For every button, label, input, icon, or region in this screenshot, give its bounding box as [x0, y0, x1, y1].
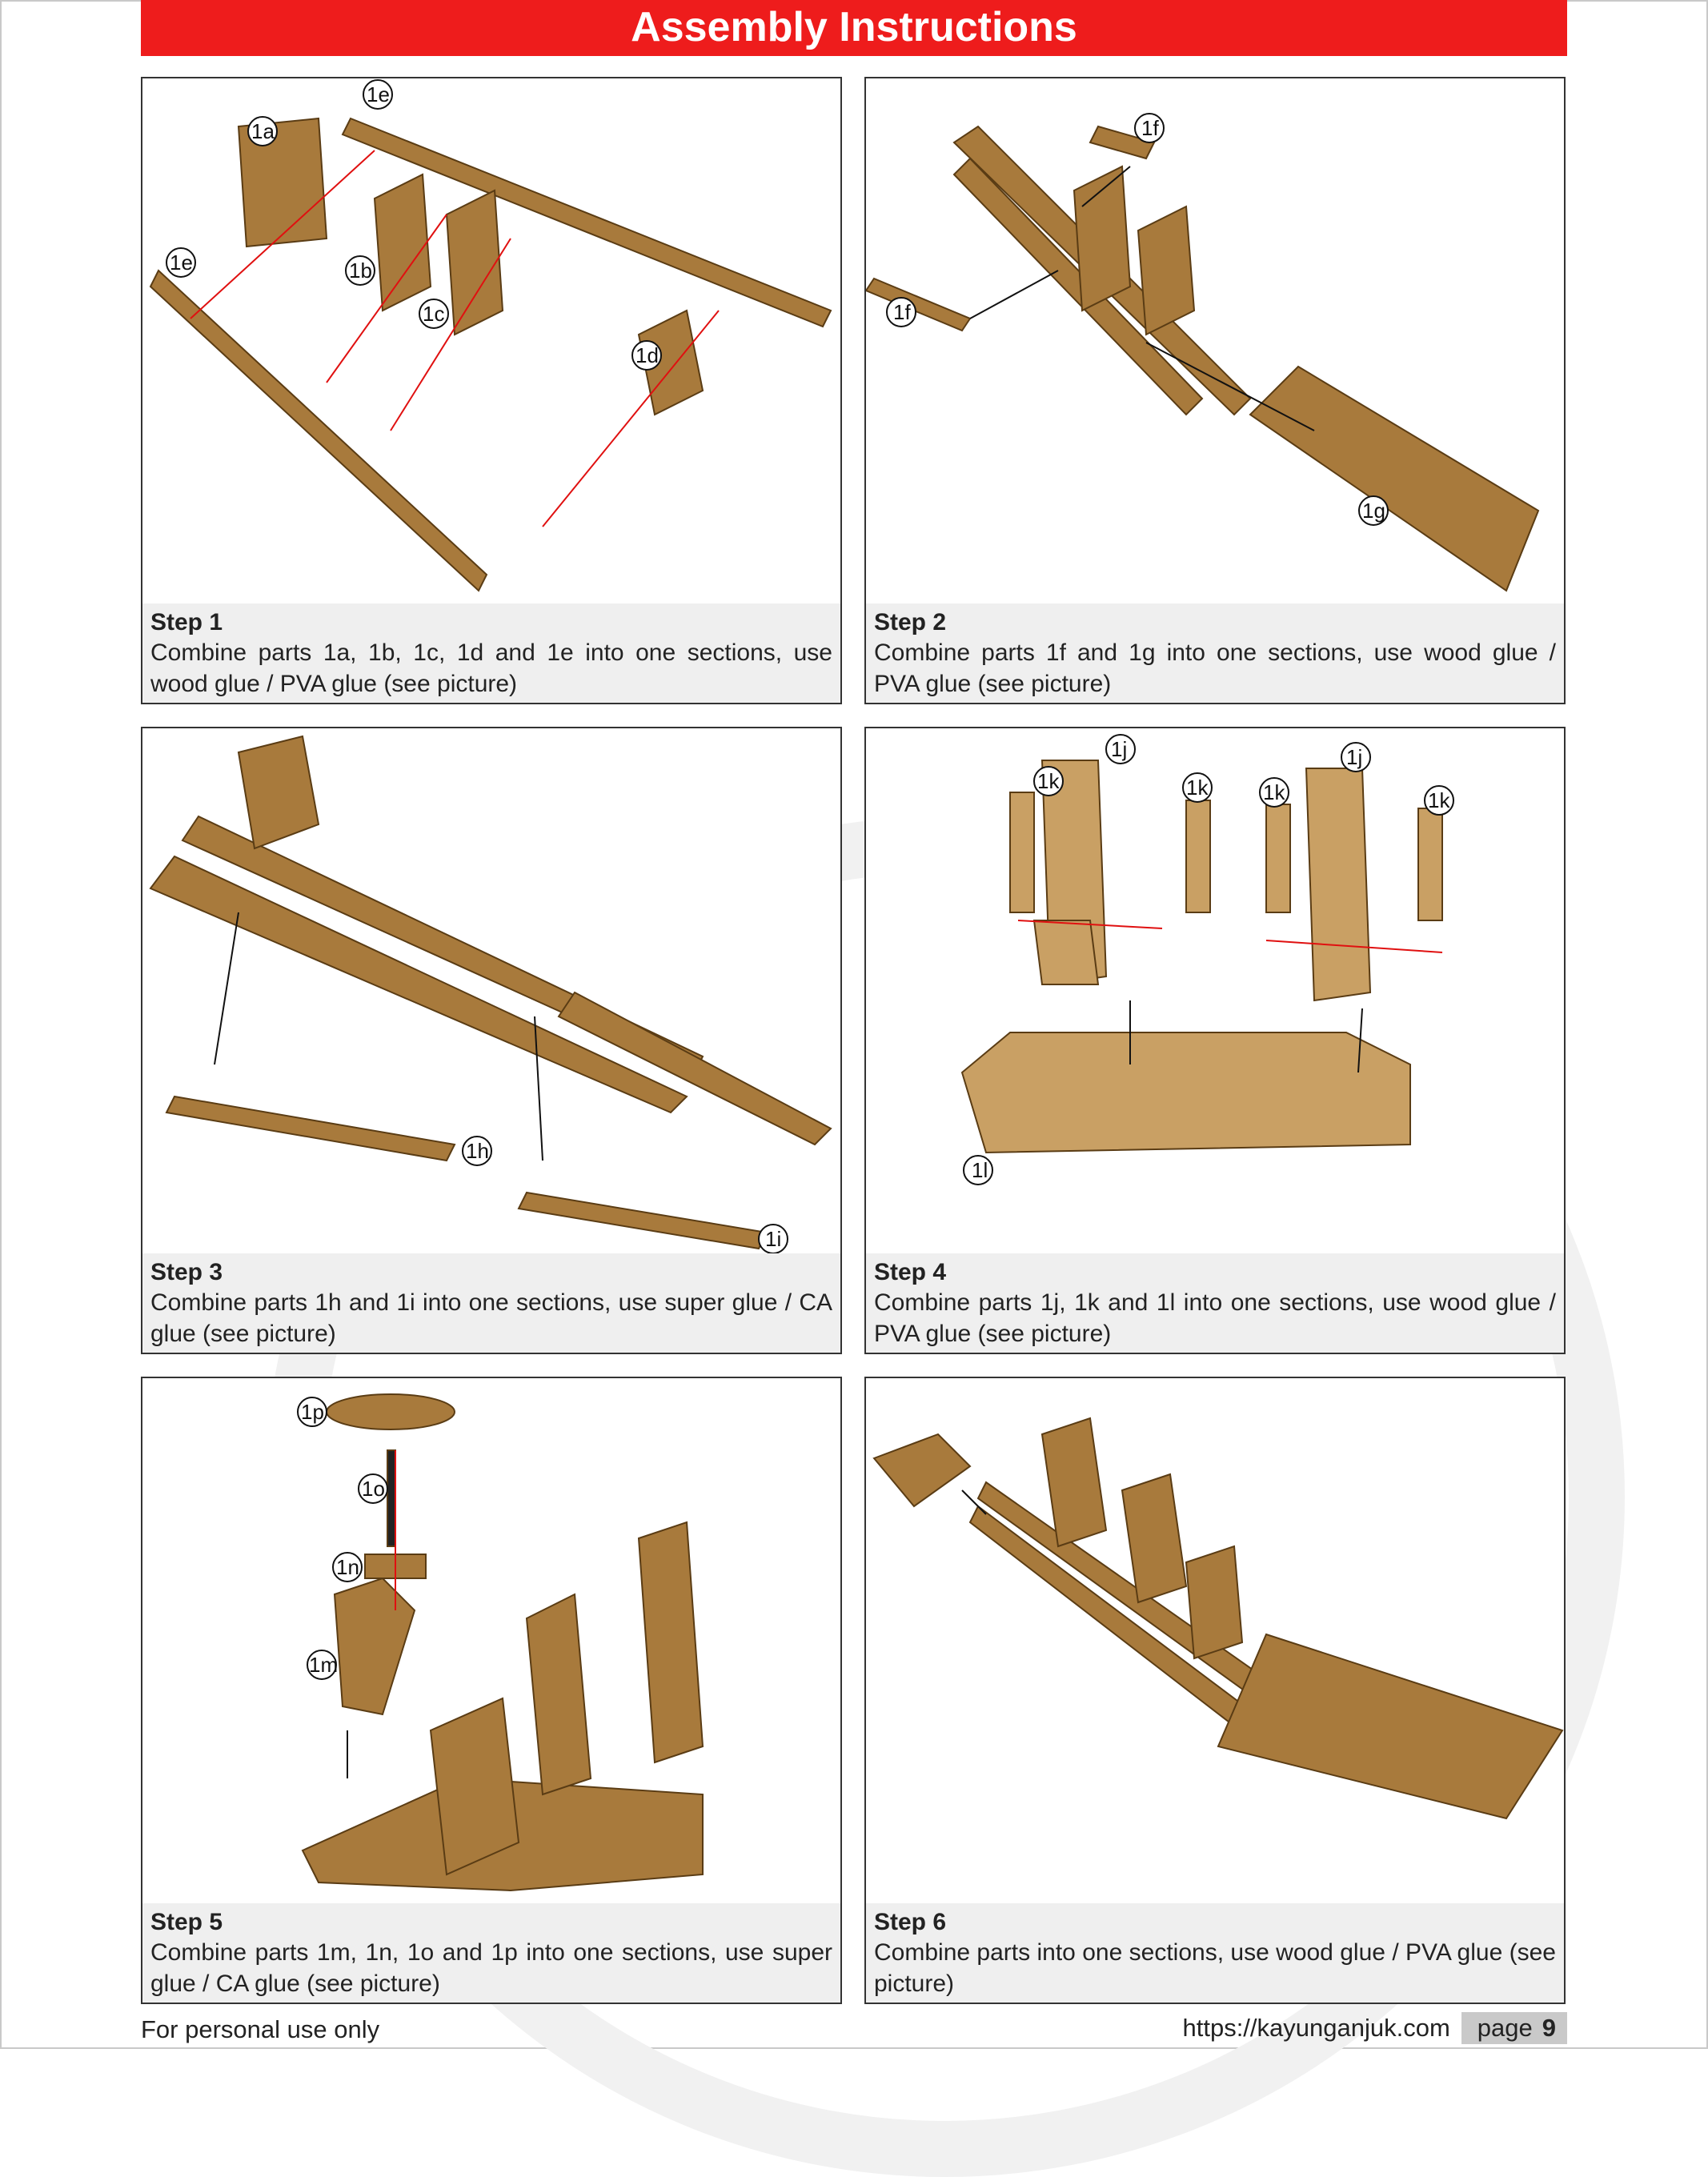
step-1-panel	[141, 77, 842, 704]
step-title: Step 6	[874, 1909, 947, 1935]
step-2-illustration	[866, 78, 1564, 603]
label-1l: 1l	[972, 1158, 988, 1182]
step-2-caption	[866, 603, 1564, 703]
step-description: Combine parts 1f and 1g into one sections, use wood glue / PVA glue (see picture)	[874, 639, 1556, 697]
step-title: Step 5	[150, 1909, 223, 1935]
step-2-panel	[864, 77, 1566, 704]
label-1b: 1b	[349, 259, 372, 283]
step-6-panel	[864, 1377, 1566, 2004]
step-3-illustration	[142, 728, 840, 1253]
page-indicator	[1461, 2012, 1567, 2044]
step-4-illustration	[866, 728, 1564, 1253]
step-3-caption	[142, 1253, 840, 1353]
label-1j-left: 1j	[1111, 737, 1128, 761]
step-3-panel	[141, 727, 842, 1354]
step-4-panel	[864, 727, 1566, 1354]
step-description: Combine parts 1j, 1k and 1l into one sections, use wood glue / PVA glue (see picture)	[874, 1289, 1556, 1347]
step-description: Combine parts into one sections, use wood glue / PVA glue (see picture)	[874, 1939, 1556, 1997]
step-6-caption	[866, 1903, 1564, 2003]
label-1k-1: 1k	[1037, 769, 1060, 793]
step-title: Step 2	[874, 609, 947, 635]
website-link[interactable]: https://kayunganjuk.com	[1182, 2014, 1450, 2042]
footer-right	[1182, 2012, 1567, 2044]
label-1k-3: 1k	[1263, 780, 1285, 804]
step-5-panel	[141, 1377, 842, 2004]
step-title: Step 4	[874, 1259, 947, 1285]
label-1e-top: 1e	[367, 82, 390, 106]
label-1k-2: 1k	[1186, 776, 1209, 800]
label-1j-right: 1j	[1346, 745, 1363, 769]
step-description: Combine parts 1m, 1n, 1o and 1p into one sections, use super glue / CA glue (see picture)	[150, 1939, 832, 1997]
label-1i: 1i	[765, 1227, 782, 1251]
page-number: 9	[1542, 2014, 1556, 2042]
step-1-caption	[142, 603, 840, 703]
label-1a: 1a	[251, 119, 275, 143]
label-1f-left: 1f	[893, 300, 911, 324]
label-1o: 1o	[362, 1477, 385, 1501]
step-title: Step 3	[150, 1259, 223, 1285]
step-description: Combine parts 1h and 1i into one sections, use super glue / CA glue (see picture)	[150, 1289, 832, 1347]
label-1g: 1g	[1362, 499, 1385, 523]
label-1p: 1p	[301, 1400, 324, 1424]
step-1-illustration	[142, 78, 840, 603]
page-title: Assembly Instructions	[141, 0, 1567, 56]
step-6-illustration	[866, 1378, 1564, 1903]
step-5-caption	[142, 1903, 840, 2003]
label-1f-top: 1f	[1141, 116, 1159, 140]
step-5-illustration	[142, 1378, 840, 1903]
label-1k-4: 1k	[1428, 788, 1450, 812]
label-1d: 1d	[635, 343, 659, 367]
label-1e-left: 1e	[170, 251, 193, 275]
page-label: page	[1477, 2014, 1533, 2042]
step-4-caption	[866, 1253, 1564, 1353]
label-1h: 1h	[466, 1139, 489, 1163]
label-1m: 1m	[309, 1653, 339, 1677]
step-description: Combine parts 1a, 1b, 1c, 1d and 1e into one sections, use wood glue / PVA glue (see picture)	[150, 639, 832, 697]
label-1c: 1c	[423, 302, 445, 326]
personal-use-note: For personal use only	[141, 2015, 380, 2043]
step-title: Step 1	[150, 609, 223, 635]
label-1n: 1n	[336, 1555, 359, 1579]
